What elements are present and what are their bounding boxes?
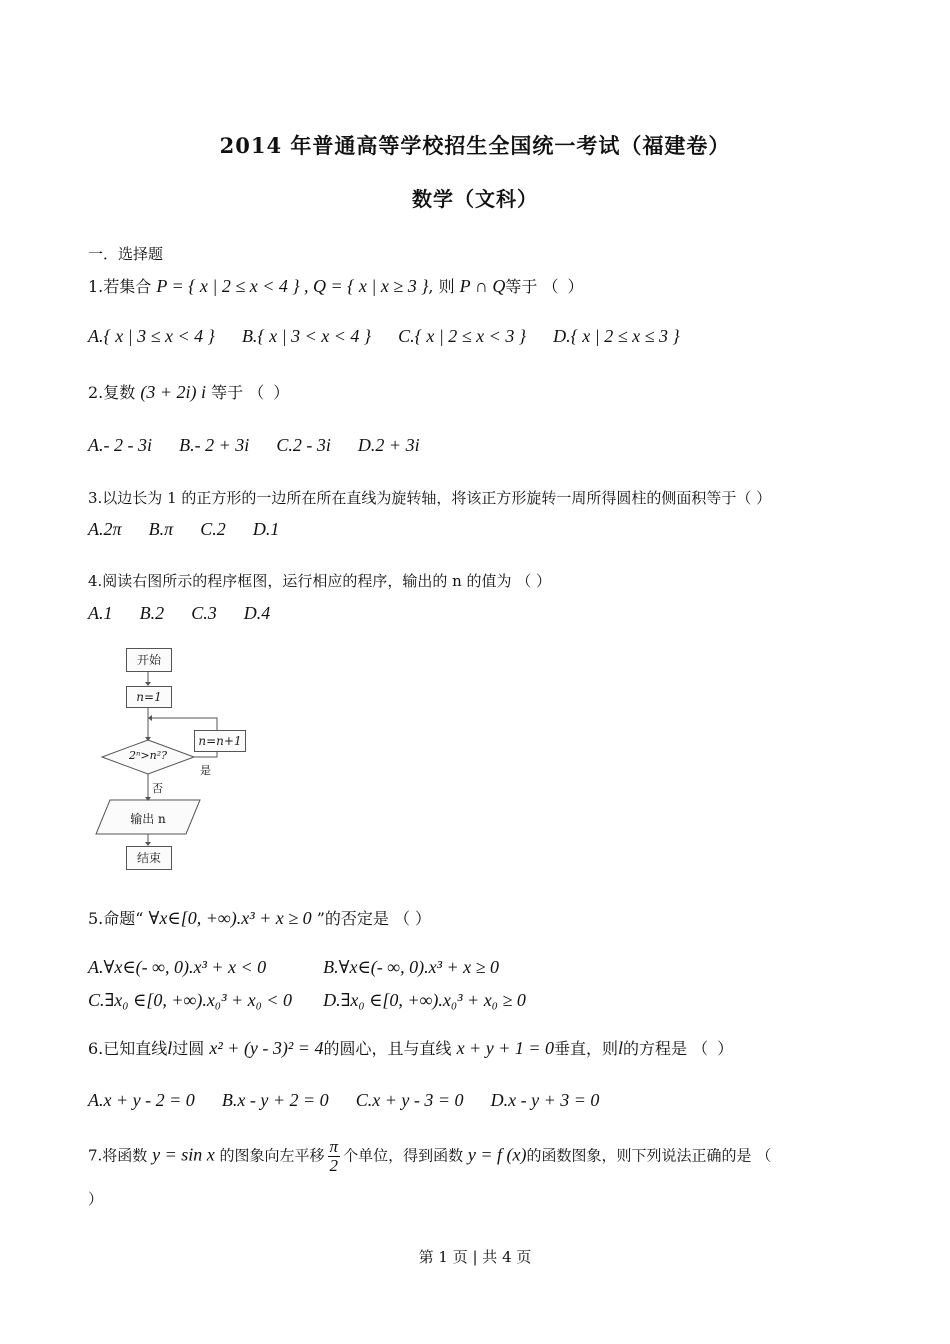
q1-option-a: A.{ x | 3 ≤ x < 4 } [88, 326, 215, 346]
page-title: 2014 年普通高等学校招生全国统一考试（福建卷） [219, 133, 731, 158]
q6-tail: 的方程是 [623, 1039, 688, 1058]
q1-tail: 等于 [505, 277, 538, 296]
section-heading: 一．选择题 [88, 245, 164, 263]
q6-option-a: A.x + y - 2 = 0 [88, 1090, 195, 1110]
q2-stem: 2.复数 [88, 383, 136, 402]
q6-given-line: x + y + 1 = 0 [456, 1038, 554, 1058]
q6-options [88, 1090, 599, 1111]
q6-answer-blank: （ ） [692, 1039, 736, 1058]
q7-mid2: 个单位，得到函数 [343, 1146, 464, 1165]
q2-option-a: A.- 2 - 3i [88, 435, 152, 455]
q6-mid1: 过圆 [172, 1039, 205, 1058]
flow-update: n=n+1 [194, 730, 246, 752]
q3-option-d: D.1 [252, 519, 280, 539]
flow-start: 开始 [126, 648, 172, 672]
question-7 [88, 1138, 771, 1175]
flow-init: n=1 [126, 686, 172, 708]
q7-shift-fraction [328, 1138, 341, 1175]
q1-stem: 1.若集合 [88, 277, 152, 296]
q6-option-c: C.x + y - 3 = 0 [355, 1090, 464, 1110]
q5-proposition: ∀x∈[0, +∞).x³ + x ≥ 0 [148, 908, 312, 928]
q7-function-2: y = f (x) [467, 1144, 527, 1165]
q5-option-d: D.∃x₀ ∈[0, +∞).x₀³ + x₀ ≥ 0 [323, 990, 526, 1010]
q3-option-a: A.2π [88, 519, 122, 539]
q5-tail: ”的否定是 （ ） [316, 909, 432, 928]
q1-option-b: B.{ x | 3 < x < 4 } [241, 326, 372, 346]
q7-function-1: y = sin x [152, 1144, 215, 1165]
q5-option-c: C.∃x₀ ∈[0, +∞).x₀³ + x₀ < 0 [88, 990, 293, 1010]
q6-mid3: 垂直，则 [553, 1039, 618, 1058]
q7-frac-numerator: π [329, 1137, 339, 1156]
q5-option-a: A.∀x∈(- ∞, 0).x³ + x < 0 [88, 957, 267, 977]
flowchart [90, 640, 310, 875]
q1-answer-blank: （ ） [542, 277, 586, 296]
q1-mid: , 则 [428, 277, 455, 296]
page-footer: 第 1 页 | 共 4 页 [418, 1248, 532, 1266]
q7-stem: 7.将函数 [88, 1146, 148, 1165]
q7-frac-denominator: 2 [329, 1156, 339, 1175]
q5-option-b: B.∀x∈(- ∞, 0).x³ + x ≥ 0 [323, 957, 499, 977]
q3-option-b: B.π [148, 519, 174, 539]
flow-condition: 2ⁿ>n²? [128, 749, 168, 762]
q5-stem: 5.命题“ [88, 909, 144, 928]
q3-option-c: C.2 [200, 519, 226, 539]
q6-mid2: 的圆心，且与直线 [323, 1039, 452, 1058]
q7-mid1: 的图象向左平移 [219, 1146, 325, 1165]
flow-output: 输出 n [130, 812, 166, 826]
flow-no-label: 否 [152, 782, 163, 795]
question-4: 4.阅读右图所示的程序框图，运行相应的程序，输出的 n 的值为 （ ） [88, 572, 552, 590]
q2-answer-blank: （ ） [248, 383, 292, 402]
q6-line-l: l [167, 1038, 173, 1058]
q2-tail: 等于 [211, 383, 244, 402]
q2-option-d: D.2 + 3i [357, 435, 420, 455]
page-subtitle: 数学（文科） [412, 187, 538, 211]
q5-options-row1 [88, 957, 499, 978]
q3-options [88, 519, 279, 540]
q6-option-d: D.x - y + 3 = 0 [490, 1090, 600, 1110]
q6-option-b: B.x - y + 2 = 0 [221, 1090, 329, 1110]
q4-option-a: A.1 [88, 603, 113, 623]
q1-option-c: C.{ x | 2 ≤ x < 3 } [398, 326, 527, 346]
question-1 [88, 274, 586, 297]
q4-option-d: D.4 [243, 603, 271, 623]
flow-end: 结束 [126, 846, 172, 870]
q2-option-b: B.- 2 + 3i [179, 435, 250, 455]
question-3: 3.以边长为 1 的正方形的一边所在所在直线为旋转轴，将该正方形旋转一周所得圆柱的侧面积等于（ ） [88, 489, 772, 507]
q6-stem: 6.已知直线 [88, 1039, 168, 1058]
flow-yes-label: 是 [200, 764, 211, 777]
question-5 [88, 906, 431, 929]
q4-option-c: C.3 [191, 603, 217, 623]
q7-tail: 的函数图象，则下列说法正确的是 （ [526, 1146, 772, 1165]
q6-circle: x² + (y - 3)² = 4 [209, 1038, 324, 1058]
q1-option-d: D.{ x | 2 ≤ x ≤ 3 } [553, 326, 680, 346]
q7-tail-line: ） [88, 1190, 104, 1208]
q4-option-b: B.2 [139, 603, 165, 623]
q2-expression: (3 + 2i) i [140, 382, 207, 402]
question-2 [88, 380, 291, 403]
q5-options-row2 [88, 990, 526, 1011]
q1-options [88, 326, 680, 347]
q4-options [88, 603, 270, 624]
q6-line-l-2: l [618, 1038, 624, 1058]
q1-sets: P = { x | 2 ≤ x < 4 } , Q = { x | x ≥ 3 } [156, 276, 429, 296]
q2-options [88, 435, 420, 456]
question-6 [88, 1036, 735, 1059]
q2-option-c: C.2 - 3i [276, 435, 331, 455]
q1-intersection: P ∩ Q [459, 276, 506, 296]
